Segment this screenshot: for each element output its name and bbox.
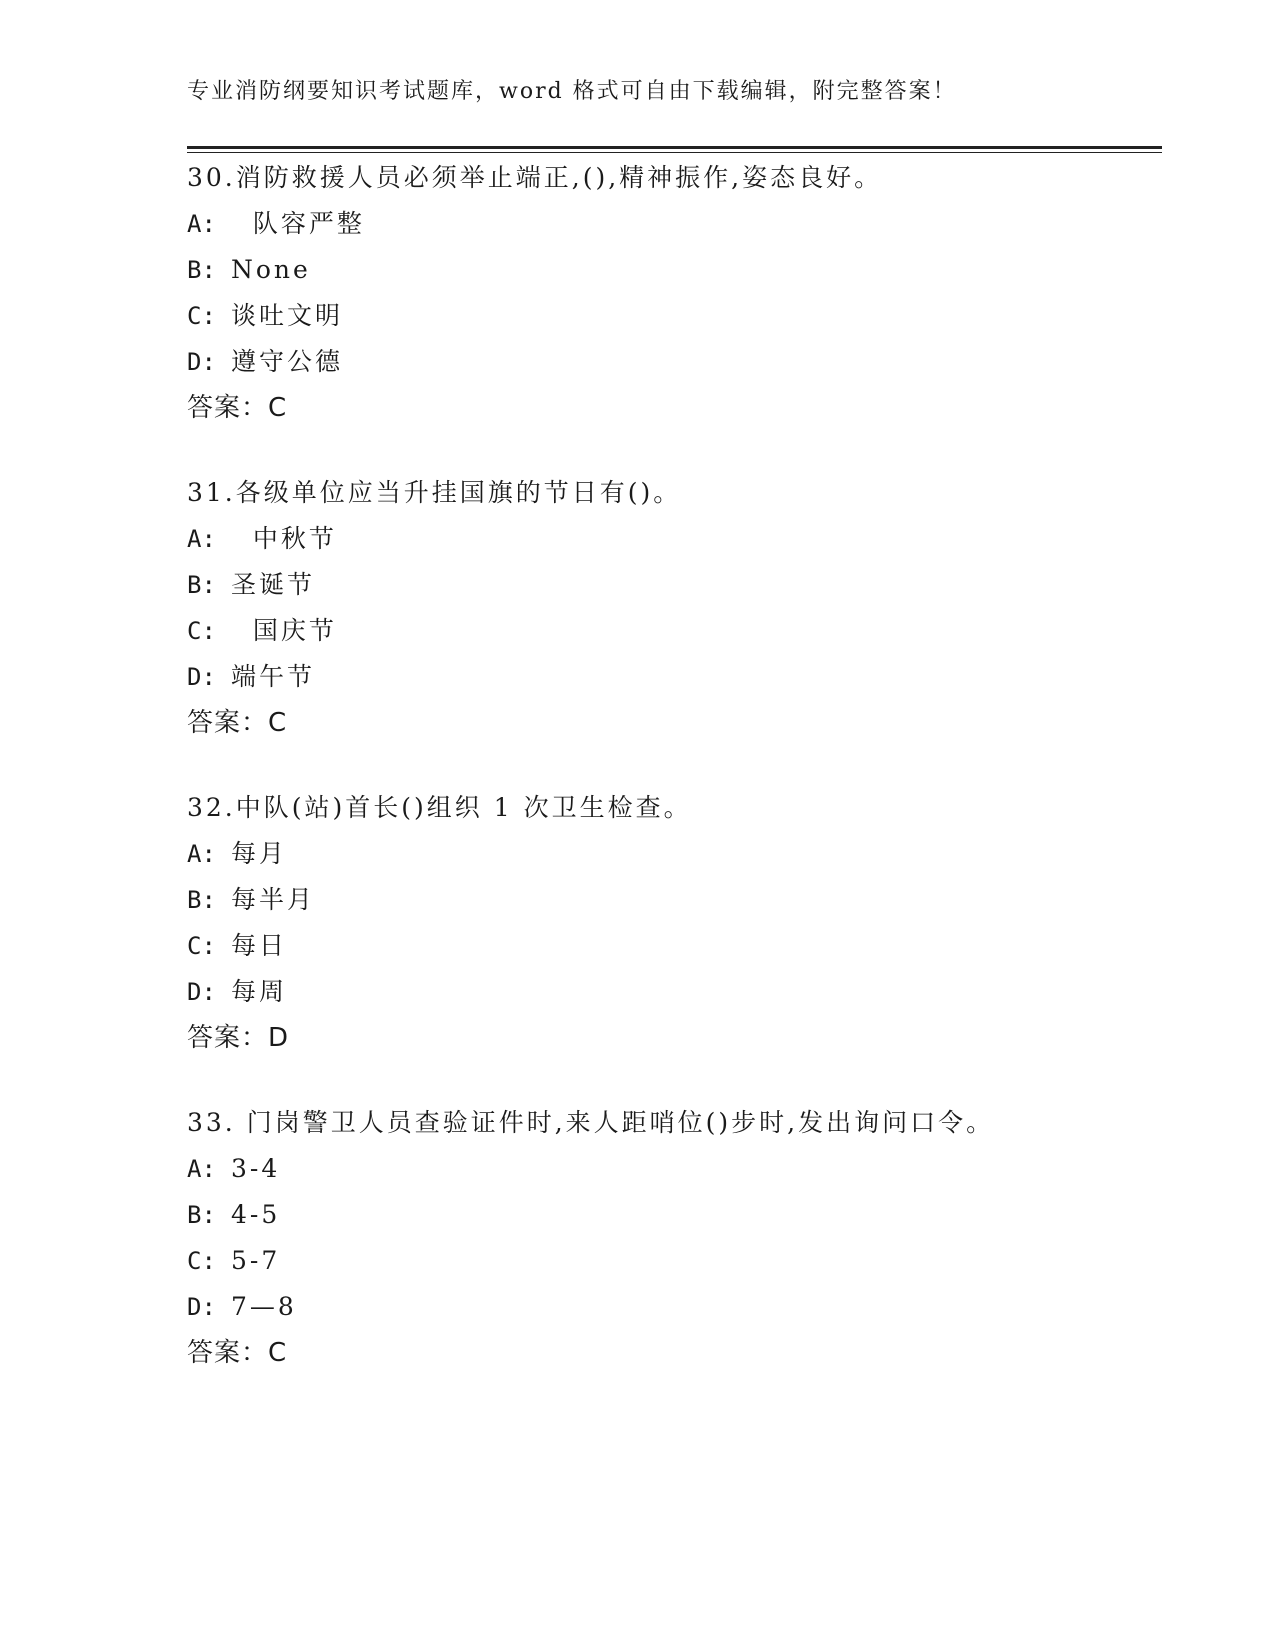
option-letter: D:: [187, 348, 216, 376]
option-letter: C:: [187, 617, 216, 645]
option-b: [187, 247, 1162, 293]
option-letter: B:: [187, 571, 216, 599]
option-text: 4-5: [231, 1200, 281, 1229]
option-b: [187, 562, 1162, 608]
option-letter: C:: [187, 302, 216, 330]
option-letter: A:: [187, 210, 216, 238]
option-letter: B:: [187, 256, 216, 284]
option-d: [187, 1284, 1162, 1330]
option-text: 谈吐文明: [231, 301, 344, 330]
option-a: [187, 1146, 1162, 1192]
option-letter: C:: [187, 1247, 216, 1275]
question-block-33: [187, 1100, 1162, 1376]
page-header: 专业消防纲要知识考试题库，word 格式可自由下载编辑，附完整答案！: [187, 79, 957, 104]
answer-label: 答案：C: [187, 1338, 288, 1368]
option-text: 圣诞节: [231, 570, 316, 599]
question-block-30: [187, 155, 1162, 431]
question-block-32: [187, 785, 1162, 1061]
option-a: [187, 201, 1162, 247]
option-text: 端午节: [231, 662, 316, 691]
option-letter: C:: [187, 932, 216, 960]
option-d: [187, 654, 1162, 700]
option-letter: A:: [187, 525, 216, 553]
question-title: 30.消防救援人员必须举止端正,(),精神振作,姿态良好。: [187, 163, 883, 192]
option-a: [187, 831, 1162, 877]
question-title: 33. 门岗警卫人员查验证件时,来人距哨位()步时,发出询问口令。: [187, 1108, 995, 1137]
option-text: 每半月: [231, 885, 316, 914]
answer-label: 答案：D: [187, 1023, 290, 1053]
option-letter: D:: [187, 1293, 216, 1321]
option-a: [187, 516, 1162, 562]
option-text: 遵守公德: [231, 347, 344, 376]
option-b: [187, 877, 1162, 923]
option-letter: D:: [187, 663, 216, 691]
option-d: [187, 969, 1162, 1015]
option-letter: A:: [187, 840, 216, 868]
option-text: 7—8: [231, 1292, 297, 1321]
option-text: 每周: [231, 977, 288, 1006]
option-text: 中秋节: [231, 524, 337, 553]
option-text: None: [231, 255, 311, 284]
answer-label: 答案：C: [187, 708, 288, 738]
option-letter: D:: [187, 978, 216, 1006]
option-c: [187, 293, 1162, 339]
option-text: 每月: [231, 839, 288, 868]
question-title: 31.各级单位应当升挂国旗的节日有()。: [187, 478, 682, 507]
option-text: 每日: [231, 931, 288, 960]
option-letter: A:: [187, 1155, 216, 1183]
option-b: [187, 1192, 1162, 1238]
option-text: 队容严整: [231, 209, 365, 238]
header-divider-thin: [187, 152, 1162, 153]
question-title: 32.中队(站)首长()组织 1 次卫生检查。: [187, 793, 692, 822]
option-c: [187, 1238, 1162, 1284]
option-text: 3-4: [231, 1154, 281, 1183]
option-text: 国庆节: [231, 616, 337, 645]
answer-label: 答案：C: [187, 393, 288, 423]
option-text: 5-7: [231, 1246, 281, 1275]
option-letter: B:: [187, 1201, 216, 1229]
option-letter: B:: [187, 886, 216, 914]
question-block-31: [187, 470, 1162, 746]
option-c: [187, 608, 1162, 654]
option-d: [187, 339, 1162, 385]
option-c: [187, 923, 1162, 969]
header-divider-thick: [187, 146, 1162, 149]
